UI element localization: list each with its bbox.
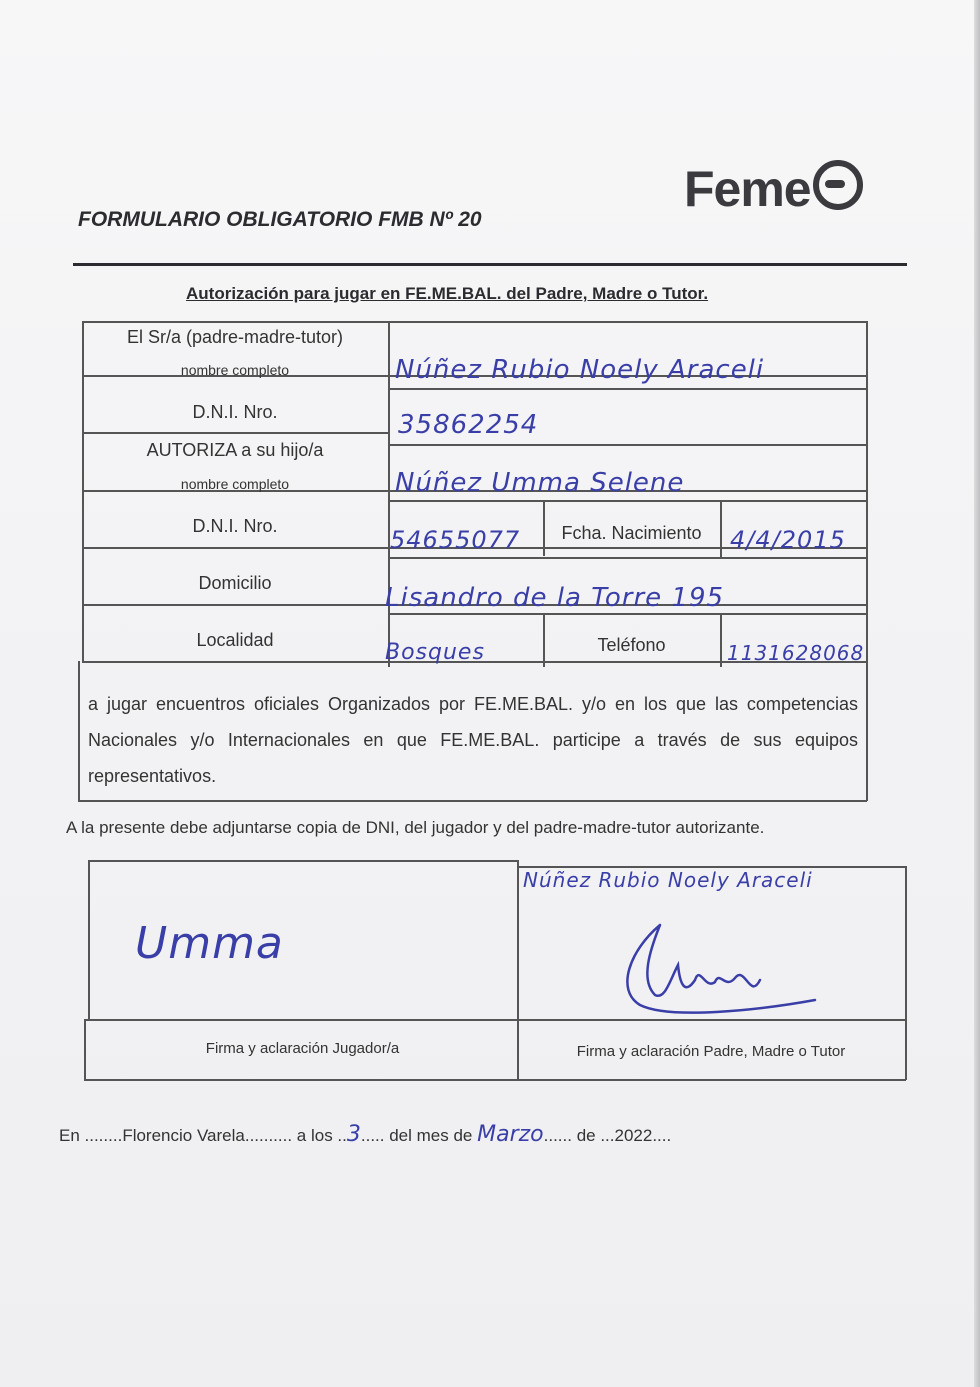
form-subtitle: Autorización para jugar en FE.ME.BAL. del Padre, Madre o Tutor. <box>186 284 709 303</box>
month-field[interactable]: Marzo <box>477 1122 544 1147</box>
logo-mark <box>813 160 863 210</box>
place-sep-1: .......... a los .. <box>244 1126 347 1145</box>
child-dni-field[interactable]: 54655077 <box>390 526 521 554</box>
femebal-logo <box>684 160 863 218</box>
authorizes-label: AUTORIZA a su hijo/a <box>146 440 324 460</box>
child-dni-label: D.N.I. Nro. <box>192 516 278 536</box>
player-signature-caption: Firma y aclaración Jugador/a <box>205 1040 400 1057</box>
day-field[interactable]: 3 <box>346 1122 361 1147</box>
phone-label: Teléfono <box>597 635 666 655</box>
tutor-dni-label: D.N.I. Nro. <box>192 402 278 422</box>
parent-clarification-field[interactable]: Núñez Rubio Noely Araceli <box>523 868 813 892</box>
parent-signature-caption: Firma y aclaración Padre, Madre o Tutor <box>576 1043 846 1060</box>
address-field[interactable]: Lisandro de la Torre 195 <box>385 583 725 613</box>
player-signature: Umma <box>135 918 284 969</box>
place-date-line <box>59 1122 671 1147</box>
city-field[interactable]: Florencio Varela <box>122 1126 245 1145</box>
tutor-full-name-label: nombre completo <box>180 362 290 378</box>
parent-signature <box>610 920 830 1020</box>
logo-text: Feme <box>684 161 811 217</box>
tutor-dni-field[interactable]: 35862254 <box>398 410 539 440</box>
tutor-name-field[interactable]: Núñez Rubio Noely Araceli <box>395 355 765 385</box>
child-full-name-label: nombre completo <box>180 476 290 492</box>
locality-label: Localidad <box>196 630 274 650</box>
birth-date-field[interactable]: 4/4/2015 <box>730 526 846 554</box>
place-sep-3: ...... de ...2022.... <box>543 1126 672 1145</box>
address-label: Domicilio <box>198 573 272 593</box>
header-rule <box>73 263 907 266</box>
place-sep-2: ..... del mes de <box>360 1126 478 1145</box>
locality-field[interactable]: Bosques <box>385 640 485 665</box>
birth-date-label: Fcha. Nacimiento <box>561 523 702 543</box>
page-edge <box>974 0 980 1387</box>
child-name-field[interactable]: Núñez Umma Selene <box>395 468 685 498</box>
tutor-label: El Sr/a (padre-madre-tutor) <box>126 327 344 347</box>
attachment-note: A la presente debe adjuntarse copia de DNI, del jugador y del padre-madre-tutor autorizante. <box>66 818 765 837</box>
authorization-text: a jugar encuentros oficiales Organizados por FE.ME.BAL. y/o en los que las competencias Nacionales y/o Internacionales en que FE.ME.BAL. participe a través de sus equipos representativos. <box>88 694 858 786</box>
place-prefix: En ........ <box>59 1126 123 1145</box>
form-title: FORMULARIO OBLIGATORIO FMB Nº 20 <box>78 208 482 231</box>
phone-field[interactable]: 1131628068 <box>727 641 865 665</box>
